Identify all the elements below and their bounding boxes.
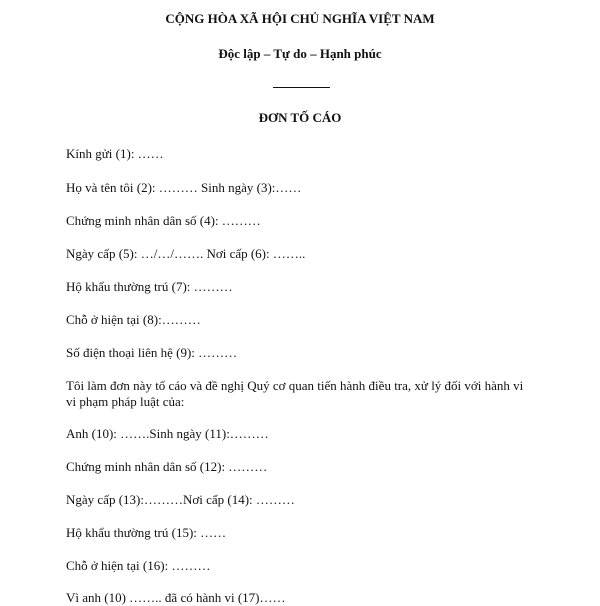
complaint-statement: Tôi làm đơn này tố cáo và đề nghị Quý cơ quan tiến hành điều tra, xử lý đối với hành vi vi phạm pháp luật của: [66,378,524,409]
accused-issue-line: Ngày cấp (13):………Nơi cấp (14): ……… [66,492,295,507]
accused-address-line: Chỗ ở hiện tại (16): ……… [66,558,211,573]
violation-line: Vì anh (10) …….. đã có hành vi (17)…… [66,590,286,605]
accused-residence-line: Hộ khẩu thường trú (15): …… [66,525,227,540]
complainant-issue-line: Ngày cấp (5): …/…/……. Nơi cấp (6): …….. [66,246,306,261]
country-heading: CỘNG HÒA XÃ HỘI CHỦ NGHĨA VIỆT NAM [165,11,435,26]
heading-underline [273,87,330,88]
complainant-name-line: Họ và tên tôi (2): ……… Sinh ngày (3):…… [66,180,302,195]
accused-id-line: Chứng minh nhân dân số (12): ……… [66,459,268,474]
recipient-line: Kính gửi (1): …… [66,146,164,161]
accused-name-line: Anh (10): …….Sinh ngày (11):……… [66,426,269,441]
motto-heading: Độc lập – Tự do – Hạnh phúc [218,46,382,61]
complainant-id-line: Chứng minh nhân dân số (4): ……… [66,213,261,228]
complainant-address-line: Chỗ ở hiện tại (8):……… [66,312,201,327]
complainant-phone-line: Số điện thoại liên hệ (9): ……… [66,345,238,360]
complainant-residence-line: Hộ khẩu thường trú (7): ……… [66,279,233,294]
document-title: ĐƠN TỐ CÁO [258,110,342,125]
